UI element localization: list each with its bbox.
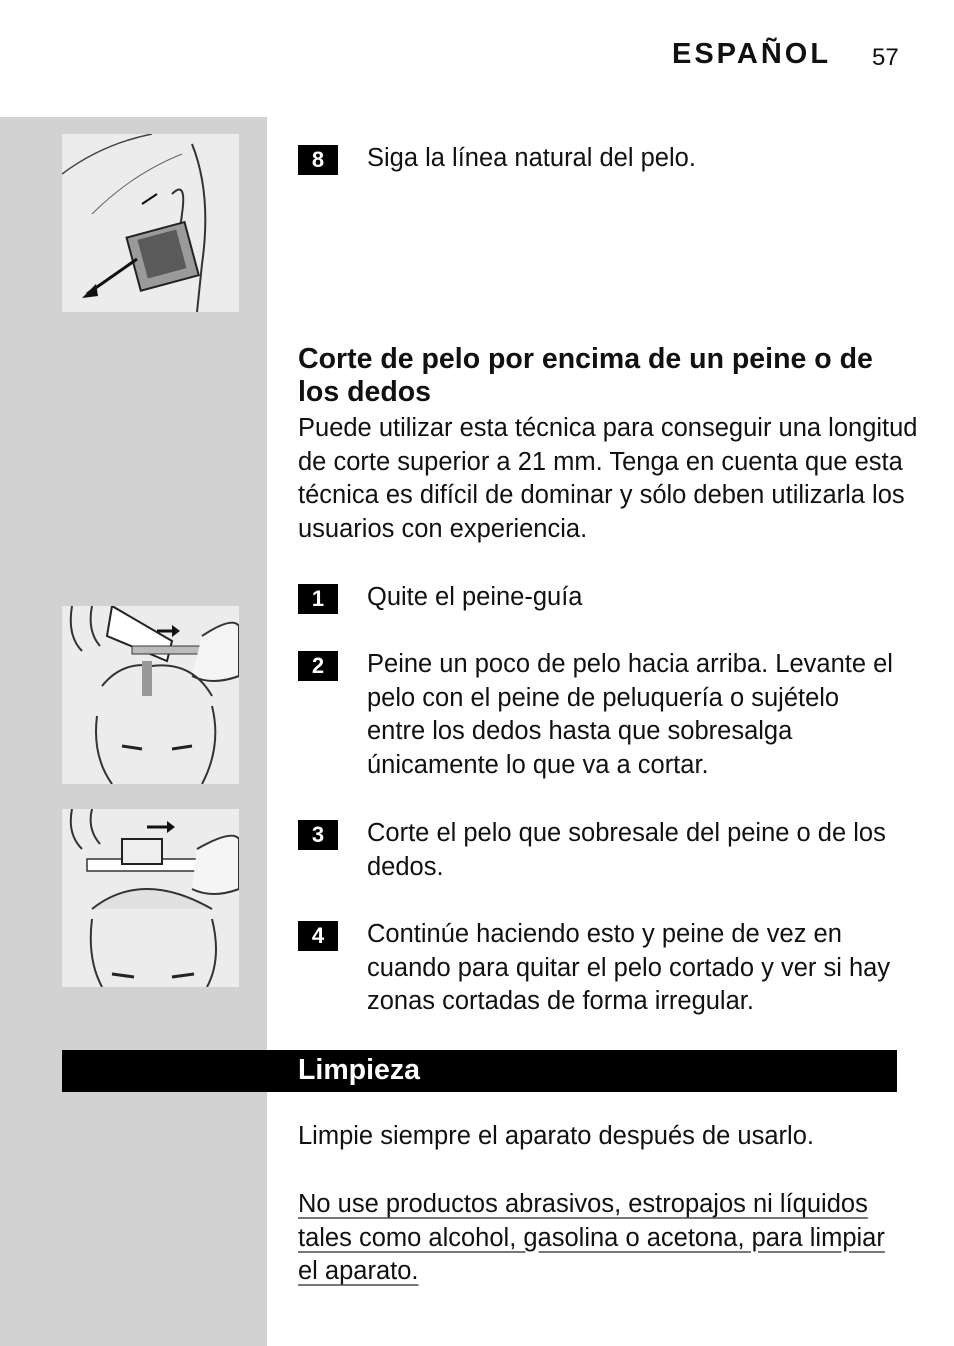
step-text: Continúe haciendo esto y peine de vez en cuando para quitar el pelo cortado y ver si hay zonas cortadas de forma irregular. bbox=[367, 920, 891, 1015]
section-heading: Corte de pelo por encima de un peine o de los dedos bbox=[298, 343, 873, 408]
section-title-bar bbox=[62, 1050, 897, 1092]
comb-lift-illustration bbox=[62, 606, 239, 784]
section-title: Limpieza bbox=[298, 1054, 420, 1086]
step-3 bbox=[298, 817, 898, 884]
step-text: Siga la línea natural del pelo. bbox=[367, 144, 696, 172]
step-number-badge: 3 bbox=[298, 820, 338, 850]
step-1 bbox=[298, 581, 898, 615]
page-number: 57 bbox=[872, 44, 899, 71]
figure-pointer bbox=[239, 648, 267, 692]
step-number-badge: 2 bbox=[298, 651, 338, 681]
step-2 bbox=[298, 648, 898, 782]
step-4 bbox=[298, 918, 898, 1019]
cleaning-warning bbox=[298, 1188, 908, 1289]
step-number-badge: 4 bbox=[298, 921, 338, 951]
step-text: Quite el peine-guía bbox=[367, 583, 583, 611]
step-number-badge: 1 bbox=[298, 584, 338, 614]
neckline-clipper-illustration bbox=[62, 134, 239, 312]
step-number-badge: 8 bbox=[298, 145, 338, 175]
step-text: Peine un poco de pelo hacia arriba. Levante el pelo con el peine de peluquería o sujételo entre los dedos hasta que sobresalga únicamente lo que va a cortar. bbox=[367, 650, 893, 779]
cleaning-paragraph: Limpie siempre el aparato después de usarlo. bbox=[298, 1122, 814, 1150]
step-text: Corte el pelo que sobresale del peine o de los dedos. bbox=[367, 819, 886, 881]
header-language: ESPAÑOL bbox=[672, 38, 832, 70]
figure-pointer bbox=[239, 812, 267, 856]
section-intro: Puede utilizar esta técnica para conseguir una longitud de corte superior a 21 mm. Tenga en cuenta que esta técnica es difícil de dominar y sólo deben utilizarla los usuarios con experiencia. bbox=[298, 414, 918, 543]
warning-text: No use productos abrasivos, estropajos ni líquidos tales como alcohol, gasolina o acetona, para limpiar el aparato. bbox=[298, 1190, 885, 1285]
cut-above-comb-illustration bbox=[62, 809, 239, 987]
figure-pointer bbox=[239, 135, 267, 179]
step-8 bbox=[298, 142, 898, 176]
